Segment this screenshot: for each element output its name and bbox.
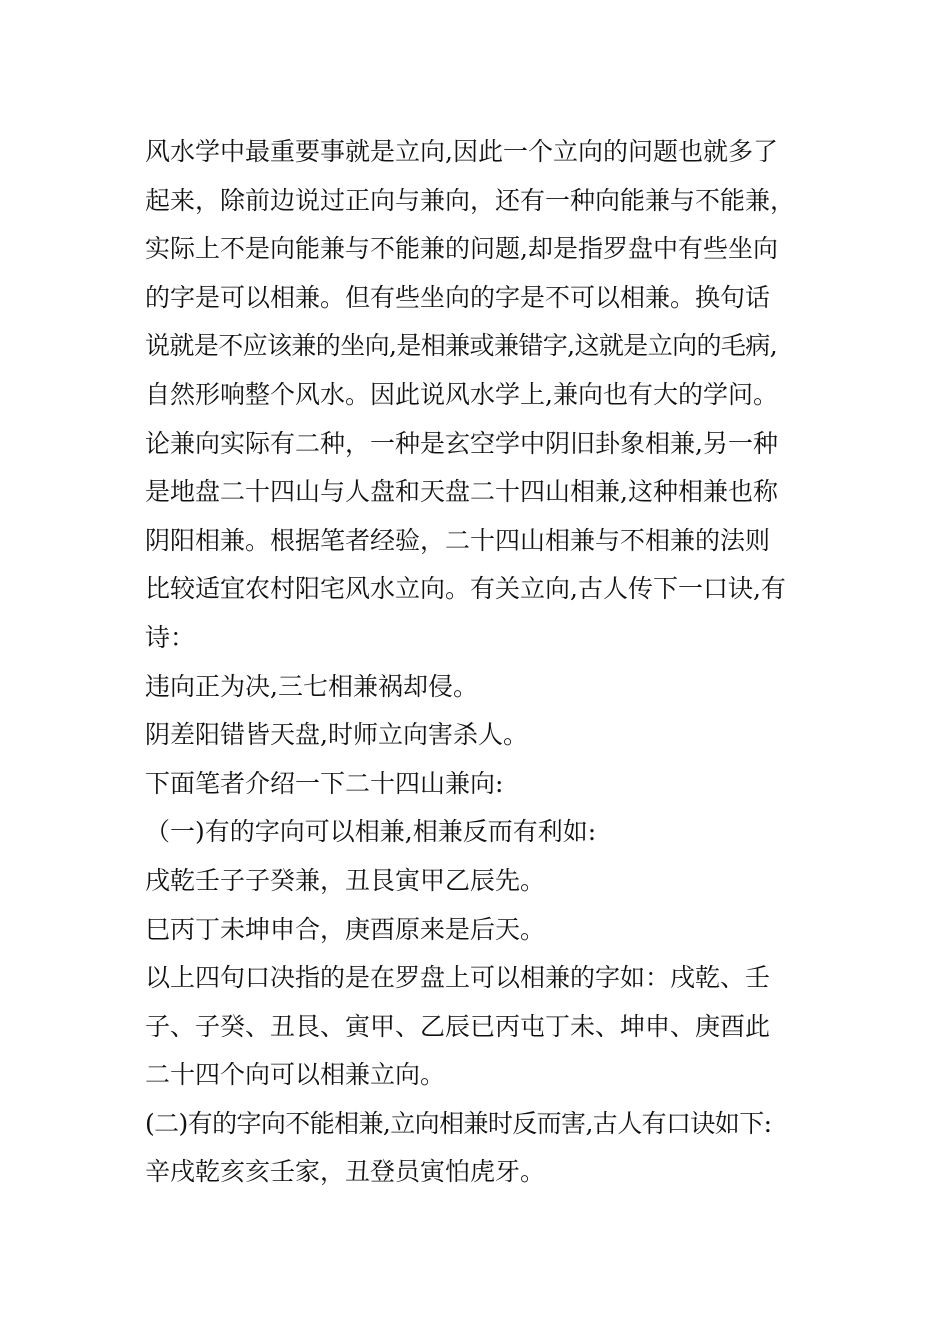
text-line: 违向正为决,三七相兼祸却侵。 <box>145 671 478 701</box>
text-line: 比较适宜农村阳宅风水立向。有关立向,古人传下一口诀,有 <box>145 574 786 604</box>
text-line: (二)有的字向不能相兼,立向相兼时反而害,古人有口诀如下: <box>145 1108 772 1138</box>
text-line: 论兼向实际有二种，一种是玄空学中阴旧卦象相兼,另一种 <box>145 428 778 458</box>
text-line: 二十四个向可以相兼立向。 <box>145 1060 446 1090</box>
text-line: 下面笔者介绍一下二十四山兼向: <box>145 768 504 798</box>
text-line: 是地盘二十四山与人盘和天盘二十四山相兼,这种相兼也称 <box>145 477 778 507</box>
text-line: 起来，除前边说过正向与兼向，还有一种向能兼与不能兼， <box>145 185 796 215</box>
text-line: 说就是不应该兼的坐向,是相兼或兼错字,这就是立向的毛病, <box>145 331 778 361</box>
text-line: 的字是可以相兼。但有些坐向的字是不可以相兼。换句话 <box>145 282 771 312</box>
text-line: 阴差阳错皆天盘,时师立向害杀人。 <box>145 720 528 750</box>
text-line: 自然形响整个风水。因此说风水学上,兼向也有大的学问。 <box>145 379 778 409</box>
text-line: （一)有的字向可以相兼,相兼反而有利如: <box>145 817 597 847</box>
text-line: 子、子癸、丑艮、寅甲、乙辰已丙屯丁未、坤申、庚酉此 <box>145 1011 771 1041</box>
text-line: 以上四句口决指的是在罗盘上可以相兼的字如：戌乾、壬 <box>145 963 771 993</box>
text-line: 戌乾壬子子癸兼，丑艮寅甲乙辰先。 <box>145 865 546 895</box>
document-body <box>145 128 805 1197</box>
text-line: 辛戌乾亥亥壬家，丑登员寅怕虎牙。 <box>145 1157 546 1187</box>
text-line: 阴阳相兼。根据笔者经验，二十四山相兼与不相兼的法则 <box>145 525 771 555</box>
text-line: 诗： <box>145 622 196 652</box>
text-line: 实际上不是向能兼与不能兼的问题,却是指罗盘中有些坐向 <box>145 234 778 264</box>
text-line: 风水学中最重要事就是立向,因此一个立向的问题也就多了 <box>145 137 778 166</box>
text-line: 巳丙丁未坤申合，庚酉原来是后天。 <box>145 914 546 944</box>
